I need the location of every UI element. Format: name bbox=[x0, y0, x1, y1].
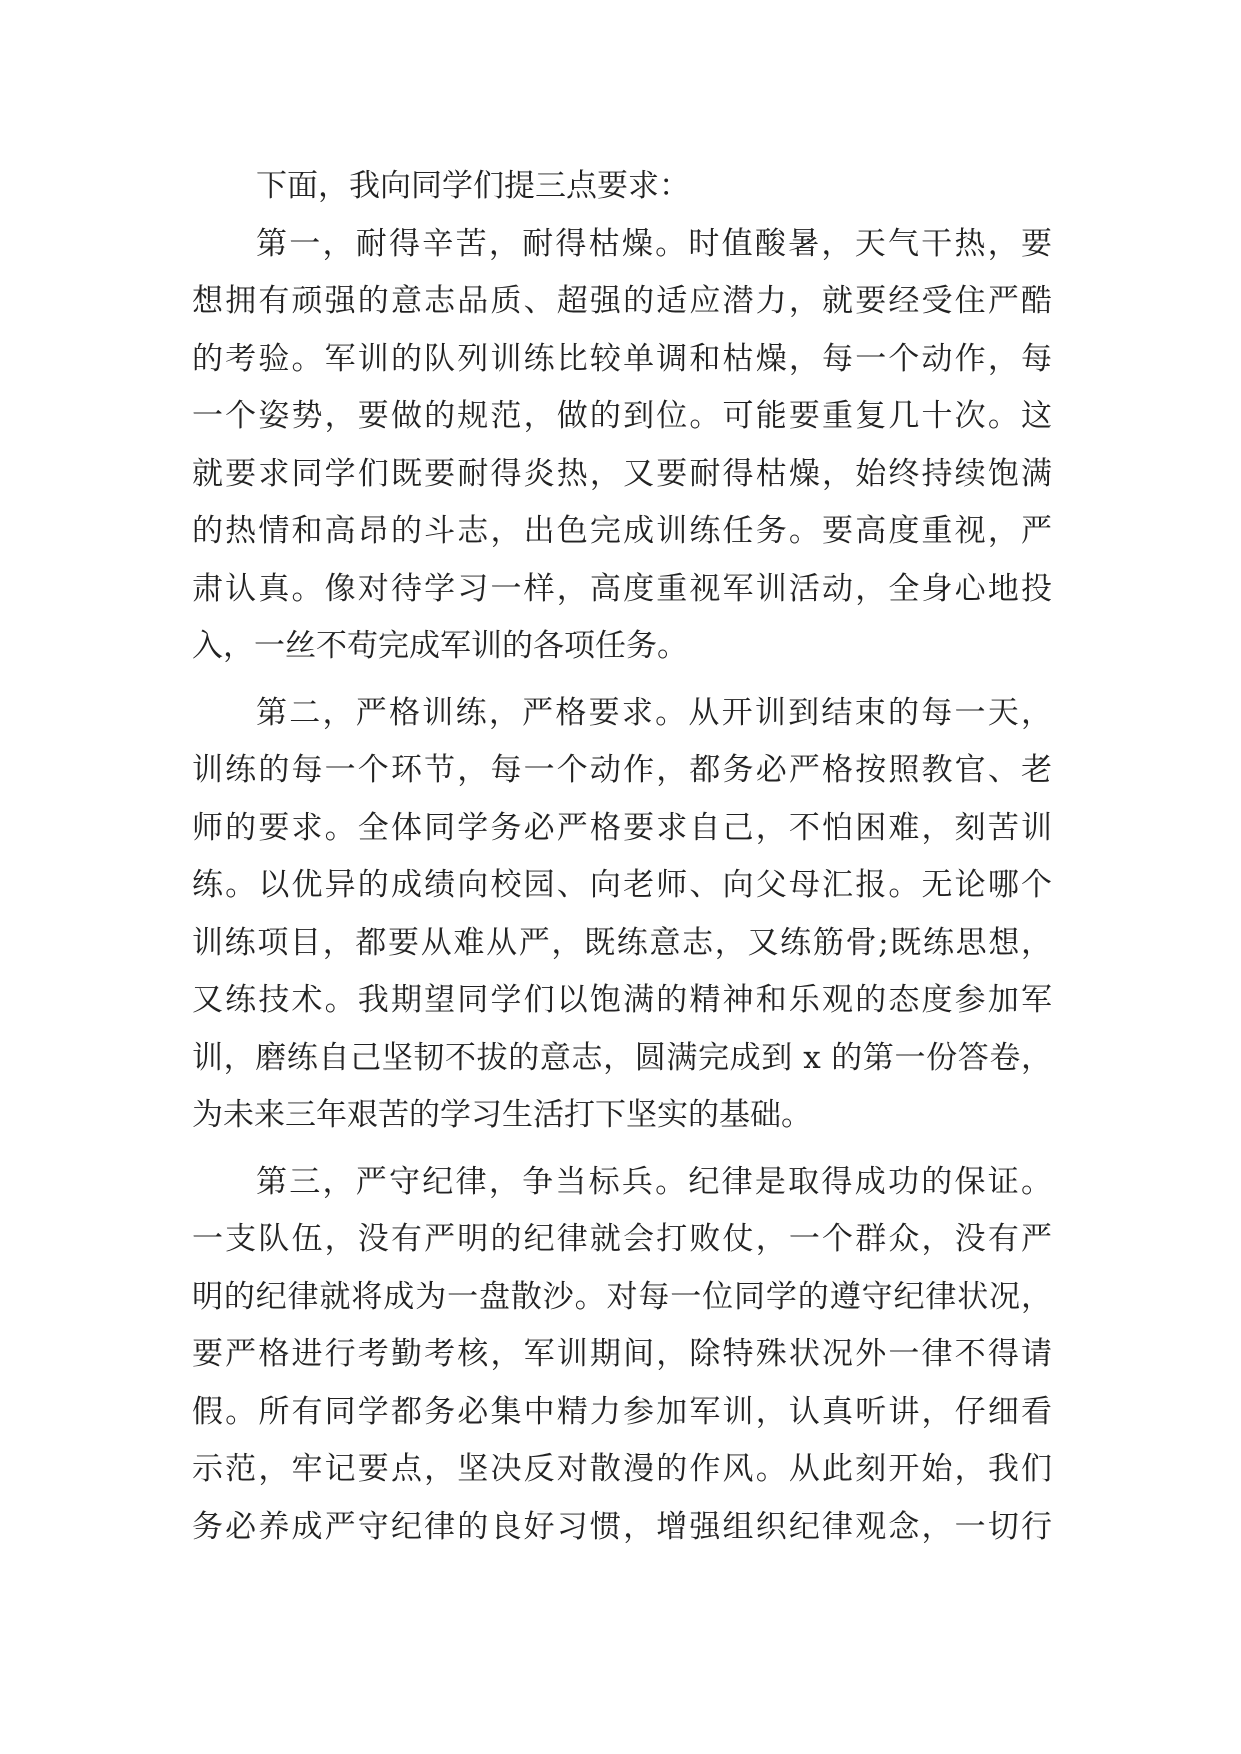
paragraph-point-three bbox=[192, 1154, 1052, 1557]
paragraph-gap bbox=[192, 676, 1052, 685]
text-line: 要严格进行考勤考核，军训期间，除特殊状况外一律不得请 bbox=[192, 1336, 1052, 1372]
text-line: 就要求同学们既要耐得炎热，又要耐得枯燥，始终持续饱满 bbox=[192, 455, 1052, 492]
text-line: 一个姿势，要做的规范，做的到位。可能要重复几十次。这 bbox=[192, 398, 1052, 434]
text-line: 的热情和高昂的斗志，出色完成训练任务。要高度重视，严 bbox=[192, 513, 1052, 549]
text-line: 练。以优异的成绩向校园、向老师、向父母汇报。无论哪个 bbox=[192, 867, 1052, 903]
text-line: 第三，严守纪律，争当标兵。纪律是取得成功的保证。 bbox=[256, 1163, 1052, 1200]
text-line: 示范，牢记要点，坚决反对散漫的作风。从此刻开始，我们 bbox=[192, 1451, 1052, 1487]
text-line: 务必养成严守纪律的良好习惯，增强组织纪律观念，一切行 bbox=[192, 1508, 1052, 1545]
paragraph-point-two bbox=[192, 685, 1052, 1145]
body-text bbox=[192, 158, 1052, 1556]
text-line: 明的纪律就将成为一盘散沙。对每一位同学的遵守纪律状况， bbox=[192, 1278, 1052, 1315]
text-line: 训练的每一个环节，每一个动作，都务必严格按照教官、老 bbox=[192, 752, 1052, 788]
text-line: 的考验。军训的队列训练比较单调和枯燥，每一个动作，每 bbox=[192, 340, 1052, 377]
paragraph-point-one bbox=[192, 216, 1052, 676]
text-line: 想拥有顽强的意志品质、超强的适应潜力，就要经受住严酷 bbox=[192, 283, 1052, 319]
text-line: 一支队伍，没有严明的纪律就会打败仗，一个群众，没有严 bbox=[192, 1221, 1052, 1257]
text-line: 第一，耐得辛苦，耐得枯燥。时值酸暑，天气干热，要 bbox=[256, 225, 1052, 262]
text-line: 第二，严格训练，严格要求。从开训到结束的每一天， bbox=[256, 694, 1052, 731]
paragraph-gap bbox=[192, 1145, 1052, 1154]
text-line: 训，磨练自己坚韧不拔的意志，圆满完成到 x 的第一份答卷， bbox=[192, 1039, 1052, 1076]
text-line: 又练技术。我期望同学们以饱满的精神和乐观的态度参加军 bbox=[192, 982, 1052, 1018]
paragraph-intro bbox=[192, 158, 1052, 216]
text-line: 下面，我向同学们提三点要求： bbox=[256, 168, 690, 204]
text-line: 肃认真。像对待学习一样，高度重视军训活动，全身心地投 bbox=[192, 570, 1052, 607]
text-line: 假。所有同学都务必集中精力参加军训，认真听讲，仔细看 bbox=[192, 1393, 1052, 1430]
text-line: 入，一丝不苟完成军训的各项任务。 bbox=[192, 628, 688, 664]
text-line: 训练项目，都要从难从严，既练意志，又练筋骨;既练思想， bbox=[192, 924, 1052, 961]
text-line: 为未来三年艰苦的学习生活打下坚实的基础。 bbox=[192, 1097, 812, 1133]
text-line: 师的要求。全体同学务必严格要求自己，不怕困难，刻苦训 bbox=[192, 809, 1052, 846]
